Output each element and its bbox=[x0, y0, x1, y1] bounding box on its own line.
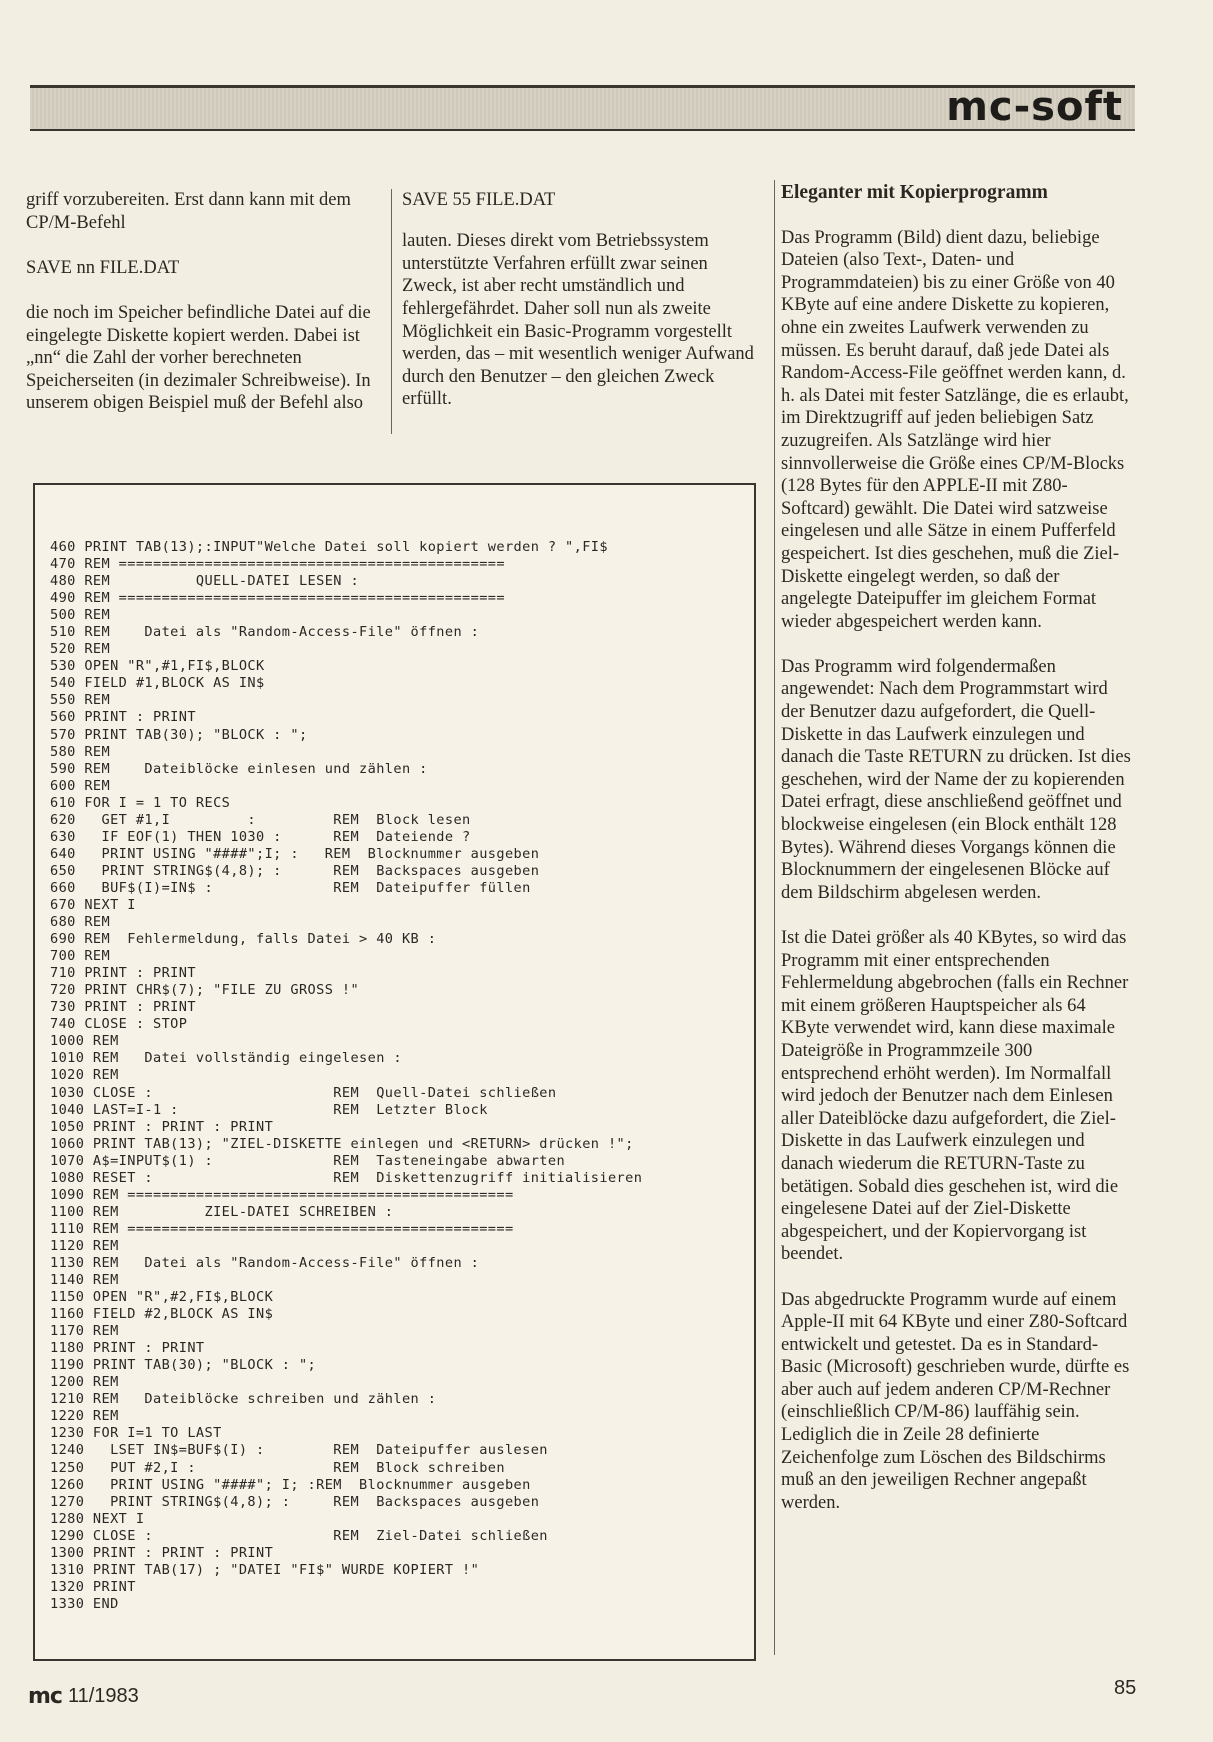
paragraph: Das Programm (Bild) dient dazu, beliebige Dateien (also Text-, Daten- und Programmdateien) bis zu einer Größe von 40 KByte auf eine andere Diskette zu kopieren, ohne ein zweites Laufwerk verwenden zu müssen. Es beruht darauf, daß jede Datei als Random-Access-File geöffnet werden kann, d. h. als Datei mit fester Satzlänge, die es erlaubt, im Direktzugriff auf jeden beliebigen Satz zuzugreifen. Als Satzlänge wird hier sinnvollerweise die Größe eines CP/M-Blocks (128 Bytes für den APPLE-II mit Z80-Softcard) gewählt. Die Datei wird satzweise eingelesen und alle Sätze in einem Pufferfeld gespeichert. Ist dies geschehen, muß die Ziel-Diskette eingelegt werden, so daß der angelegte Dateipuffer im gleichem Format wieder abgespeichert werden kann. bbox=[781, 227, 1129, 632]
section-title: mc-soft bbox=[946, 84, 1123, 130]
listing-line: 500 REM bbox=[50, 607, 111, 624]
listing-line: 1010 REM Datei vollständig eingelesen : bbox=[50, 1050, 402, 1067]
listing-line: 1230 FOR I=1 TO LAST bbox=[50, 1425, 222, 1442]
listing-line: 480 REM QUELL-DATEI LESEN : bbox=[50, 573, 360, 590]
column-divider bbox=[774, 180, 775, 1655]
paragraph: Das Programm wird folgendermaßen angewendet: Nach dem Programmstart wird der Benutzer dazu aufgefordert, die Quell-Diskette in das Laufwerk einzulegen und danach die Taste RETURN zu drücken. Ist dies geschehen, wird der Name der zu kopierenden Datei erfragt, diese anschließend geöffnet und blockweise eingelesen (ein Block enthält 128 Bytes). Während dieses Vorgangs können die Blocknummern der eingelesenen Blöcke auf dem Bildschirm abgelesen werden. bbox=[781, 656, 1131, 903]
paragraph: SAVE 55 FILE.DAT bbox=[402, 190, 556, 210]
listing-line: 490 REM ============================================= bbox=[50, 590, 505, 607]
listing-line: 710 PRINT : PRINT bbox=[50, 965, 196, 982]
listing-line: 700 REM bbox=[50, 948, 111, 965]
listing-line: 1320 PRINT bbox=[50, 1578, 136, 1595]
page-number: 85 bbox=[1114, 1677, 1137, 1699]
listing-line: 1330 END bbox=[50, 1595, 119, 1612]
listing-line: 1030 CLOSE : REM Quell-Datei schließen bbox=[50, 1084, 557, 1101]
listing-line: 1200 REM bbox=[50, 1374, 119, 1391]
listing-line: 570 PRINT TAB(30); "BLOCK : "; bbox=[50, 726, 308, 743]
listing-line: 600 REM bbox=[50, 777, 111, 794]
listing-line: 630 IF EOF(1) THEN 1030 : REM Dateiende ? bbox=[50, 828, 471, 845]
magazine-logo: mc bbox=[28, 1684, 62, 1709]
listing-line: 1040 LAST=I-1 : REM Letzter Block bbox=[50, 1101, 488, 1118]
paragraph: Das abgedruckte Programm wurde auf einem Apple-II mit 64 KByte und einer Z80-Softcard entwickelt und getestet. Da es in Standard-Basic (Microsoft) geschrieben wurde, dürfte es aber auch auf jedem anderen CP/M-Rechner (einschließlich CP/M-86) lauffähig sein. Lediglich die in Zeile 28 definierte Zeichenfolge zum Löschen des Bildschirms muß an den jeweiligen Rechner angepaßt werden. bbox=[781, 1289, 1130, 1513]
listing-line: 1280 NEXT I bbox=[50, 1510, 145, 1527]
column-3 bbox=[781, 182, 1134, 1537]
listing-line: 510 REM Datei als "Random-Access-File" öffnen : bbox=[50, 624, 480, 641]
listing-line: 580 REM bbox=[50, 743, 111, 760]
footer-issue bbox=[28, 1684, 139, 1709]
listing-line: 1120 REM bbox=[50, 1237, 119, 1254]
listing-line: 1080 RESET : REM Diskettenzugriff initialisieren bbox=[50, 1169, 643, 1186]
paragraph: Ist die Datei größer als 40 KBytes, so wird das Programm mit einer entsprechenden Fehlermeldung abgebrochen (falls ein Rechner mit einem größeren Hauptspeicher als 64 KByte verwendet wird, kann diese maximale Dateigröße in Programmzeile 300 entsprechend erhöht werden). Im Normalfall wird jedoch der Benutzer nach dem Einlesen aller Dateiblöcke dazu aufgefordert, die Ziel-Diskette in das Laufwerk einzulegen und danach wiederum die RETURN-Taste zu betätigen. Sobald dies geschehen ist, wird die eingelesene Datei auf der Ziel-Diskette abgespeichert, und der Kopiervorgang ist beendet. bbox=[781, 928, 1129, 1265]
listing-line: 1060 PRINT TAB(13); "ZIEL-DISKETTE einlegen und <RETURN> drücken !"; bbox=[50, 1135, 634, 1152]
listing-line: 470 REM ============================================= bbox=[50, 556, 505, 573]
program-listing bbox=[50, 539, 750, 1613]
listing-line: 1250 PUT #2,I : REM Block schreiben bbox=[50, 1459, 505, 1476]
listing-line: 740 CLOSE : STOP bbox=[50, 1016, 188, 1033]
listing-line: 680 REM bbox=[50, 914, 111, 931]
listing-line: 1090 REM ============================================= bbox=[50, 1186, 514, 1203]
listing-line: 550 REM bbox=[50, 692, 111, 709]
listing-line: 1180 PRINT : PRINT bbox=[50, 1340, 205, 1357]
listing-line: 1130 REM Datei als "Random-Access-File" öffnen : bbox=[50, 1254, 480, 1271]
listing-line: 520 REM bbox=[50, 641, 111, 658]
listing-line: 1210 REM Dateiblöcke schreiben und zählen : bbox=[50, 1391, 437, 1408]
listing-line: 730 PRINT : PRINT bbox=[50, 999, 196, 1016]
section-heading: Eleganter mit Kopierprogramm bbox=[781, 182, 1048, 203]
listing-line: 1220 REM bbox=[50, 1408, 119, 1425]
listing-line: 650 PRINT STRING$(4,8); : REM Backspaces ausgeben bbox=[50, 862, 540, 879]
listing-line: 690 REM Fehlermeldung, falls Datei > 40 KB : bbox=[50, 931, 437, 948]
listing-line: 1110 REM ============================================= bbox=[50, 1220, 514, 1237]
listing-line: 1240 LSET IN$=BUF$(I) : REM Dateipuffer auslesen bbox=[50, 1442, 548, 1459]
listing-line: 720 PRINT CHR$(7); "FILE ZU GROSS !" bbox=[50, 982, 360, 999]
listing-line: 1160 FIELD #2,BLOCK AS IN$ bbox=[50, 1306, 274, 1323]
listing-line: 540 FIELD #1,BLOCK AS IN$ bbox=[50, 675, 265, 692]
listing-line: 460 PRINT TAB(13);:INPUT"Welche Datei soll kopiert werden ? ",FI$ bbox=[50, 539, 608, 555]
listing-line: 670 NEXT I bbox=[50, 896, 136, 913]
listing-line: 1140 REM bbox=[50, 1272, 119, 1289]
listing-line: 590 REM Dateiblöcke einlesen und zählen : bbox=[50, 760, 428, 777]
listing-line: 1190 PRINT TAB(30); "BLOCK : "; bbox=[50, 1357, 317, 1374]
listing-line: 1270 PRINT STRING$(4,8); : REM Backspaces ausgeben bbox=[50, 1493, 540, 1510]
listing-line: 1310 PRINT TAB(17) ; "DATEI "FI$" WURDE KOPIERT !" bbox=[50, 1561, 480, 1578]
column-2 bbox=[402, 189, 757, 434]
paragraph: die noch im Speicher befindliche Datei auf die eingelegte Diskette kopiert werden. Dabei ist „nn“ die Zahl der vorher berechneten Speicherseiten (in dezimaler Schreibweise). In unserem obigen Beispiel muß der Befehl also bbox=[26, 302, 371, 414]
listing-line: 1000 REM bbox=[50, 1033, 119, 1050]
listing-line: 1070 A$=INPUT$(1) : REM Tasteneingabe abwarten bbox=[50, 1152, 566, 1169]
column-divider bbox=[391, 189, 392, 434]
listing-line: 660 BUF$(I)=IN$ : REM Dateipuffer füllen bbox=[50, 879, 531, 896]
header-band bbox=[30, 85, 1135, 131]
issue-number: 11/1983 bbox=[67, 1685, 139, 1707]
listing-line: 640 PRINT USING "####";I; : REM Blocknummer ausgeben bbox=[50, 845, 540, 862]
listing-line: 1290 CLOSE : REM Ziel-Datei schließen bbox=[50, 1527, 548, 1544]
paragraph: SAVE nn FILE.DAT bbox=[26, 257, 180, 278]
paragraph: griff vorzubereiten. Erst dann kann mit dem CP/M-Befehl bbox=[26, 190, 351, 233]
listing-line: 560 PRINT : PRINT bbox=[50, 709, 196, 726]
program-listing-box bbox=[33, 483, 756, 1661]
listing-line: 1150 OPEN "R",#2,FI$,BLOCK bbox=[50, 1289, 274, 1306]
paragraph: lauten. Dieses direkt vom Betriebssystem unterstützte Verfahren erfüllt zwar seinen Zweck, ist aber recht umständlich und fehlergefährdet. Daher soll nun als zweite Möglichkeit ein Basic-Programm vorgestellt werden, das – mit wesentlich weniger Aufwand durch den Benutzer – den gleichen Zweck erfüllt. bbox=[402, 231, 754, 410]
listing-line: 1300 PRINT : PRINT : PRINT bbox=[50, 1544, 274, 1561]
listing-line: 530 OPEN "R",#1,FI$,BLOCK bbox=[50, 658, 265, 675]
listing-line: 1260 PRINT USING "####"; I; :REM Blocknummer ausgeben bbox=[50, 1476, 531, 1493]
listing-line: 620 GET #1,I : REM Block lesen bbox=[50, 811, 471, 828]
listing-line: 1020 REM bbox=[50, 1067, 119, 1084]
listing-line: 610 FOR I = 1 TO RECS bbox=[50, 794, 231, 811]
listing-line: 1050 PRINT : PRINT : PRINT bbox=[50, 1118, 274, 1135]
listing-line: 1170 REM bbox=[50, 1323, 119, 1340]
column-1 bbox=[26, 189, 371, 438]
listing-line: 1100 REM ZIEL-DATEI SCHREIBEN : bbox=[50, 1203, 394, 1220]
